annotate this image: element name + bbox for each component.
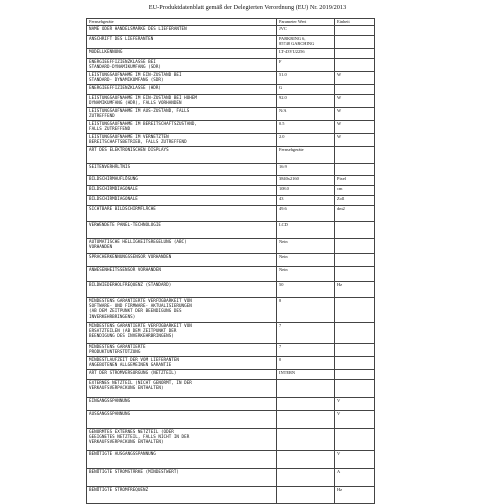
table-row <box>87 357 375 370</box>
table-row <box>87 186 375 196</box>
row-value: 49.6 <box>277 206 335 222</box>
row-value: 3840x2160 <box>277 176 335 186</box>
table-row <box>87 398 375 411</box>
row-value: Nein <box>277 239 335 254</box>
row-label: LEISTUNGSAUFNAHME IM BEREITSCHAFTSZUSTAND, FALLS ZUTREFFEND <box>87 121 277 134</box>
row-value <box>277 380 335 398</box>
row-unit: W <box>335 121 375 134</box>
table-row <box>87 222 375 239</box>
row-label: LEISTUNGSAUFNAHME IM EIN-ZUSTAND BEI HOHEM DYNAMIKUMFANG (HDR), FALLS VORHANDEN <box>87 95 277 108</box>
table-row <box>87 36 375 49</box>
row-label: ENERGIEEFFIZIENZKLASSE (HDR) <box>87 85 277 95</box>
row-unit <box>335 164 375 176</box>
table-header-row <box>87 19 375 26</box>
row-label: ANSCHRIFT DES LIEFERANTEN <box>87 36 277 49</box>
table-row <box>87 121 375 134</box>
row-unit: W <box>335 72 375 85</box>
row-unit: V <box>335 451 375 469</box>
row-value: 0.5 <box>277 121 335 134</box>
row-value: INTERN <box>277 370 335 380</box>
table-row <box>87 26 375 36</box>
row-unit: V <box>335 398 375 411</box>
row-unit <box>335 298 375 323</box>
row-label: AUTOMATISCHE HELLIGKEITSREGELUNG (ABC) VORHANDEN <box>87 239 277 254</box>
row-value: F <box>277 59 335 72</box>
row-value: LT-43VU2256 <box>277 49 335 59</box>
table-row <box>87 429 375 451</box>
table-row <box>87 451 375 469</box>
row-label: ART DES ELEKTRONISCHEN DISPLAYS <box>87 147 277 164</box>
row-label: GENORMTES EXTERNES NETZTEIL (ODER GEEIGNETES NETZTEIL, FALLS NICHT IN DER VERKAUFSVERPACKUNG ENTHALTEN) <box>87 429 277 451</box>
page-title: EU-Produktdatenblatt gemäß der Delegierten Verordnung (EU) Nr. 2019/2013 <box>148 4 347 11</box>
row-label: LEISTUNGSAUFNAHME IM VERNETZTEN BEREITSCHAFTSBETRIEB, FALLS ZUTREFFEND <box>87 134 277 147</box>
row-value: 43 <box>277 196 335 206</box>
table-row <box>87 196 375 206</box>
row-label: BENÖTIGTE STROMFREQUENZ <box>87 487 277 504</box>
row-label: MODELLKENNUNG <box>87 49 277 59</box>
row-label: EXTERNES NETZTEIL (NICHT GENORMT, IN DER VERKAUFSVERPACKUNG ENTHALTEN) <box>87 380 277 398</box>
row-label: BILDSCHIRMDIAGONALE <box>87 196 277 206</box>
header-value: Parameter Wert <box>277 19 335 26</box>
row-label: MINDESTENS GARANTIERTE VERFÜGBARKEIT VON SOFTWARE- UND FIRMWARE- AKTUALISIERUNGEN (AB DEM ZEITPUNKT DER BEENDIGUNG DES INVERKEHRBRINGENS) <box>87 298 277 323</box>
row-value: 2.0 <box>277 134 335 147</box>
row-value <box>277 398 335 411</box>
row-value: Nein <box>277 267 335 282</box>
row-label: ENERGIEEFFIZIENZKLASSE BEI STANDARD-DYNAMIKUMFANG (SDR) <box>87 59 277 72</box>
row-unit: Hz <box>335 487 375 504</box>
row-label: MINDESTENS GARANTIERTE VERFÜGBARKEIT VON ERSATZTEILEN (AB DEM ZEITPUNKT DER BEENDIGUNG DES INVERKEHRBRINGENS) <box>87 323 277 344</box>
row-label: MINDESTLAUFZEIT DER VOM LIEFERANTEN ANGEBOTENEN ALLGEMEINEN GARANTIE <box>87 357 277 370</box>
row-label: BILDSCHIRMDIAGONALE <box>87 186 277 196</box>
table-row <box>87 323 375 344</box>
table-row <box>87 108 375 121</box>
table-row <box>87 59 375 72</box>
row-unit: Pixel <box>335 176 375 186</box>
row-unit <box>335 344 375 357</box>
row-unit: W <box>335 134 375 147</box>
table-row <box>87 49 375 59</box>
row-unit: A <box>335 469 375 487</box>
row-label: BILDWIEDERHOLFREQUENZ (STANDARD) <box>87 282 277 298</box>
table-row <box>87 370 375 380</box>
table-row <box>87 487 375 504</box>
row-label: ART DER STROMVERSORGUNG (NETZTEIL) <box>87 370 277 380</box>
product-data-table <box>86 18 375 504</box>
row-value: JVC <box>277 26 335 36</box>
table-row <box>87 134 375 147</box>
row-unit <box>335 239 375 254</box>
row-value: PARKRING 6, 85748 GARCHING <box>277 36 335 49</box>
row-value: G <box>277 85 335 95</box>
row-unit <box>335 222 375 239</box>
row-value: 16:9 <box>277 164 335 176</box>
row-unit <box>335 323 375 344</box>
row-value <box>277 411 335 429</box>
row-unit: W <box>335 108 375 121</box>
header-label: Fernsehgeräte <box>87 19 277 26</box>
row-unit <box>335 147 375 164</box>
row-label: BENÖTIGTE AUSGANGSSPANNUNG <box>87 451 277 469</box>
row-unit <box>335 59 375 72</box>
row-value: 7 <box>277 344 335 357</box>
row-value <box>277 487 335 504</box>
table-row <box>87 206 375 222</box>
table-row <box>87 298 375 323</box>
row-value: 0 <box>277 357 335 370</box>
row-label: LEISTUNGSAUFNAHME IM EIN-ZUSTAND BEI STANDARD- DYNAMIKUMFANG (SDR) <box>87 72 277 85</box>
table-row <box>87 147 375 164</box>
row-unit: V <box>335 411 375 429</box>
table-row <box>87 239 375 254</box>
header-unit: Einheit <box>335 19 375 26</box>
row-unit: Hz <box>335 282 375 298</box>
table-row <box>87 469 375 487</box>
row-value: 108.0 <box>277 186 335 196</box>
row-value: 7 <box>277 323 335 344</box>
row-value: 50 <box>277 282 335 298</box>
row-unit <box>335 26 375 36</box>
table-row <box>87 95 375 108</box>
row-value: N/A <box>277 108 335 121</box>
row-label: SICHTBARE BILDSCHIRMFLÄCHE <box>87 206 277 222</box>
row-unit <box>335 380 375 398</box>
row-label: AUSGANGSSPANNUNG <box>87 411 277 429</box>
row-value <box>277 451 335 469</box>
table-row <box>87 72 375 85</box>
table-row <box>87 411 375 429</box>
row-unit <box>335 357 375 370</box>
row-value <box>277 429 335 451</box>
row-label: BILDSCHIRMAUFLÖSUNG <box>87 176 277 186</box>
row-value: LCD <box>277 222 335 239</box>
table-row <box>87 344 375 357</box>
row-label: MINDESTENS GARANTIERTE PRODUKTUNTERSTÜTZUNG <box>87 344 277 357</box>
table-row <box>87 85 375 95</box>
row-unit <box>335 36 375 49</box>
row-unit <box>335 267 375 282</box>
row-unit: dm2 <box>335 206 375 222</box>
table-row <box>87 254 375 267</box>
row-value: Fernsehgeräte <box>277 147 335 164</box>
row-unit <box>335 254 375 267</box>
row-unit: cm <box>335 186 375 196</box>
table-row <box>87 267 375 282</box>
row-unit: W <box>335 95 375 108</box>
row-label: VERWENDETE PANEL-TECHNOLOGIE <box>87 222 277 239</box>
row-unit <box>335 429 375 451</box>
row-value <box>277 469 335 487</box>
row-label: BENÖTIGTE STROMSTÄRKE (MINDESTWERT) <box>87 469 277 487</box>
table-row <box>87 282 375 298</box>
row-label: NAME ODER HANDELSMARKE DES LIEFERANTEN <box>87 26 277 36</box>
row-value: Nein <box>277 254 335 267</box>
row-value: 8 <box>277 298 335 323</box>
row-unit <box>335 85 375 95</box>
row-label: LEISTUNGSAUFNAHME IM AUS-ZUSTAND, FALLS ZUTREFFEND <box>87 108 277 121</box>
row-label: SPRACHERKENNUNGSSENSOR VORHANDEN <box>87 254 277 267</box>
row-label: ANWESENHEITSSENSOR VORHANDEN <box>87 267 277 282</box>
row-unit: Zoll <box>335 196 375 206</box>
row-value: 92.0 <box>277 95 335 108</box>
table-row <box>87 164 375 176</box>
row-unit <box>335 49 375 59</box>
row-label: SEITENVERHÄLTNIS <box>87 164 277 176</box>
row-label: EINGANGSSPANNUNG <box>87 398 277 411</box>
table-row <box>87 380 375 398</box>
row-value: 51.0 <box>277 72 335 85</box>
row-unit <box>335 370 375 380</box>
table-row <box>87 176 375 186</box>
